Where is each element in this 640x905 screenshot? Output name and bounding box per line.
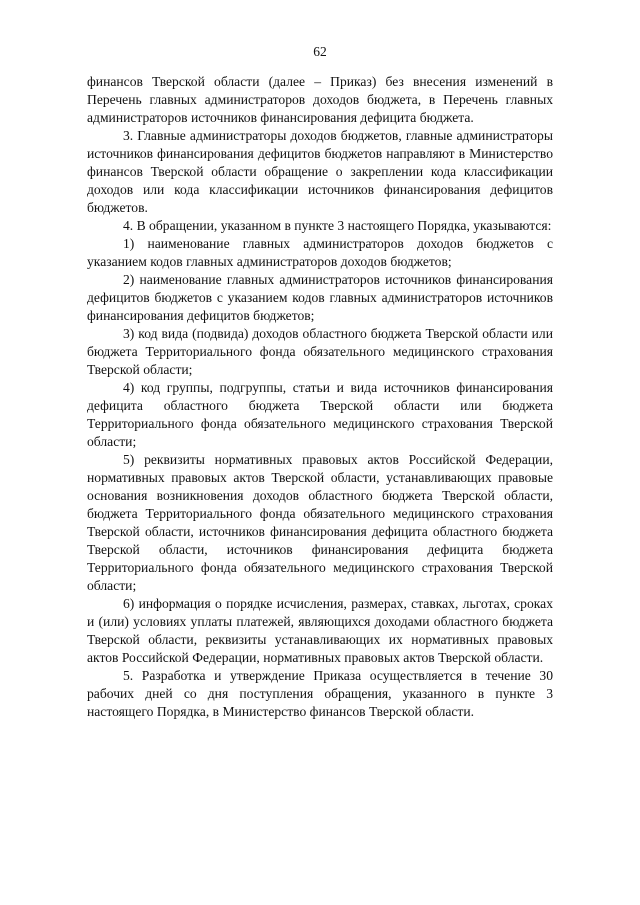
document-body xyxy=(87,73,553,721)
paragraph-item-4: 4. В обращении, указанном в пункте 3 настоящего Порядка, указываются: xyxy=(123,218,552,233)
subitem-3: 3) код вида (подвида) доходов областного бюджета Тверской области или бюджета Территориального фонда обязательного медицинского страхования Тверской области; xyxy=(87,326,553,377)
subitem-1: 1) наименование главных администраторов доходов бюджетов с указанием кодов главных администраторов доходов бюджетов; xyxy=(87,236,553,269)
paragraph-item-3: 3. Главные администраторы доходов бюджетов, главные администраторы источников финансирования дефицитов бюджетов направляют в Министерство финансов Тверской области обращение о закреплении кода классификации доходов или кода классификации источников финансирования дефицитов бюджетов. xyxy=(87,128,553,215)
page-number: 62 xyxy=(313,44,327,59)
paragraph-continuation: финансов Тверской области (далее – Приказ) без внесения изменений в Перечень главных администраторов доходов бюджета, в Перечень главных администраторов источников финансирования дефицита бюджета. xyxy=(87,74,553,125)
subitem-5: 5) реквизиты нормативных правовых актов Российской Федерации, нормативных правовых актов Тверской области, устанавливающих правовые основания возникновения доходов областного бюджета Тверской области, бюджета Территориального фонда обязательного медицинского страхования Тверской области, источников финансирования дефицита областного бюджета Тверской области, источников финансирования дефицита бюджета Территориального фонда обязательного медицинского страхования Тверской области; xyxy=(87,452,553,593)
subitem-6: 6) информация о порядке исчисления, размерах, ставках, льготах, сроках и (или) условиях уплаты платежей, являющихся доходами областного бюджета Тверской области, реквизиты устанавливающих их нормативных правовых актов Российской Федерации, нормативных правовых актов Тверской области. xyxy=(87,596,553,665)
subitem-2: 2) наименование главных администраторов источников финансирования дефицитов бюджетов с указанием кодов главных администраторов источников финансирования дефицитов бюджетов; xyxy=(87,272,553,323)
paragraph-item-5: 5. Разработка и утверждение Приказа осуществляется в течение 30 рабочих дней со дня поступления обращения, указанного в пункте 3 настоящего Порядка, в Министерство финансов Тверской области. xyxy=(87,668,553,719)
subitem-4: 4) код группы, подгруппы, статьи и вида источников финансирования дефицита областного бюджета Тверской области или бюджета Территориального фонда обязательного медицинского страхования Тверской области; xyxy=(87,380,553,449)
